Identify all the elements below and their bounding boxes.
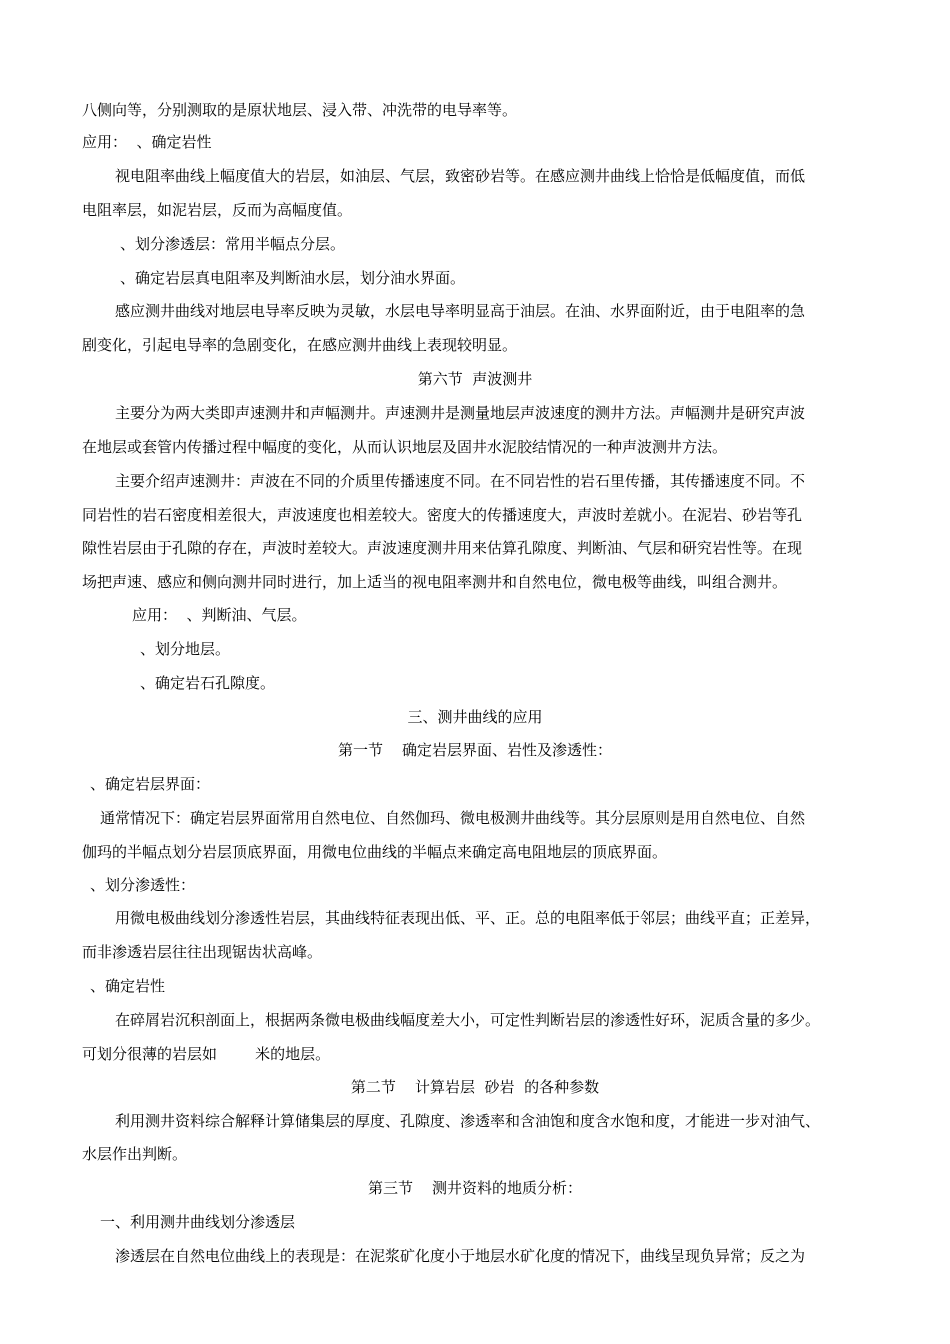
- section-heading: 第三节 测井资料的地质分析：: [367, 1179, 583, 1197]
- text-line: 、划分渗透层：常用半幅点分层。: [120, 235, 346, 253]
- text-line: 而非渗透岩层往往出现锯齿状高峰。: [82, 943, 323, 961]
- text-line: 剧变化，引起电导率的急剧变化，在感应测井曲线上表现较明显。: [82, 336, 518, 354]
- text-line: 应用： 、确定岩性: [82, 133, 212, 151]
- text-line: 八侧向等，分别测取的是原状地层、浸入带、冲洗带的电导率等。: [82, 101, 518, 119]
- text-line: 主要介绍声速测井：声波在不同的介质里传播速度不同。在不同岩性的岩石里传播，其传播速度不同。不: [115, 472, 806, 490]
- text-line: 、确定岩层真电阻率及判断油水层，划分油水界面。: [120, 269, 466, 287]
- text-line: 同岩性的岩石密度相差很大，声波速度也相差较大。密度大的传播速度大，声波时差就小。在泥岩、砂岩等孔: [82, 506, 803, 524]
- text-line: 、划分地层。: [140, 640, 231, 658]
- text-line: 可划分很薄的岩层如 米的地层。: [82, 1045, 331, 1063]
- text-line: 水层作出判断。: [82, 1145, 188, 1163]
- text-line: 、确定岩层界面：: [90, 775, 211, 793]
- text-line: 、确定岩性: [90, 977, 166, 995]
- section-heading: 第一节 确定岩层界面、岩性及渗透性：: [337, 741, 613, 759]
- text-line: 用微电极曲线划分渗透性岩层，其曲线特征表现出低、平、正。总的电阻率低于邻层；曲线平直；正差异，: [115, 909, 821, 927]
- chapter-heading: 三、测井曲线的应用: [407, 708, 543, 726]
- text-line: 、划分渗透性：: [90, 876, 196, 894]
- text-line: 感应测井曲线对地层电导率反映为灵敏，水层电导率明显高于油层。在油、水界面附近，由于电阻率的急: [115, 302, 806, 320]
- text-line: 伽玛的半幅点划分岩层顶底界面，用微电位曲线的半幅点来确定高电阻地层的顶底界面。: [82, 843, 668, 861]
- text-line: 电阻率层，如泥岩层，反而为高幅度值。: [82, 201, 353, 219]
- text-line: 通常情况下：确定岩层界面常用自然电位、自然伽玛、微电极测井曲线等。其分层原则是用自然电位、自然: [100, 809, 806, 827]
- text-line: 利用测井资料综合解释计算储集层的厚度、孔隙度、渗透率和含油饱和度含水饱和度，才能进一步对油气、: [115, 1112, 821, 1130]
- subsection-heading: 一、利用测井曲线划分渗透层: [100, 1213, 296, 1231]
- section-heading: 第二节 计算岩层 砂岩 的各种参数: [350, 1078, 600, 1096]
- text-line: 在碎屑岩沉积剖面上，根据两条微电极曲线幅度差大小，可定性判断岩层的渗透性好环，泥质含量的多少。: [115, 1011, 821, 1029]
- text-line: 渗透层在自然电位曲线上的表现是：在泥浆矿化度小于地层水矿化度的情况下，曲线呈现负异常；反之为: [115, 1247, 806, 1265]
- text-line: 主要分为两大类即声速测井和声幅测井。声速测井是测量地层声波速度的测井方法。声幅测井是研究声波: [115, 404, 806, 422]
- text-line: 应用： 、判断油、气层。: [132, 606, 307, 624]
- text-line: 场把声速、感应和侧向测井同时进行，加上适当的视电阻率测井和自然电位，微电极等曲线，叫组合测井。: [82, 573, 788, 591]
- text-line: 、确定岩石孔隙度。: [140, 674, 276, 692]
- text-line: 隙性岩层由于孔隙的存在，声波时差较大。声波速度测井用来估算孔隙度、判断油、气层和研究岩性等。在现: [82, 539, 803, 557]
- section-heading: 第六节 声波测井: [417, 370, 533, 388]
- text-line: 在地层或套管内传播过程中幅度的变化，从而认识地层及固井水泥胶结情况的一种声波测井方法。: [82, 438, 728, 456]
- text-line: 视电阻率曲线上幅度值大的岩层，如油层、气层，致密砂岩等。在感应测井曲线上恰恰是低幅度值，而低: [115, 167, 806, 185]
